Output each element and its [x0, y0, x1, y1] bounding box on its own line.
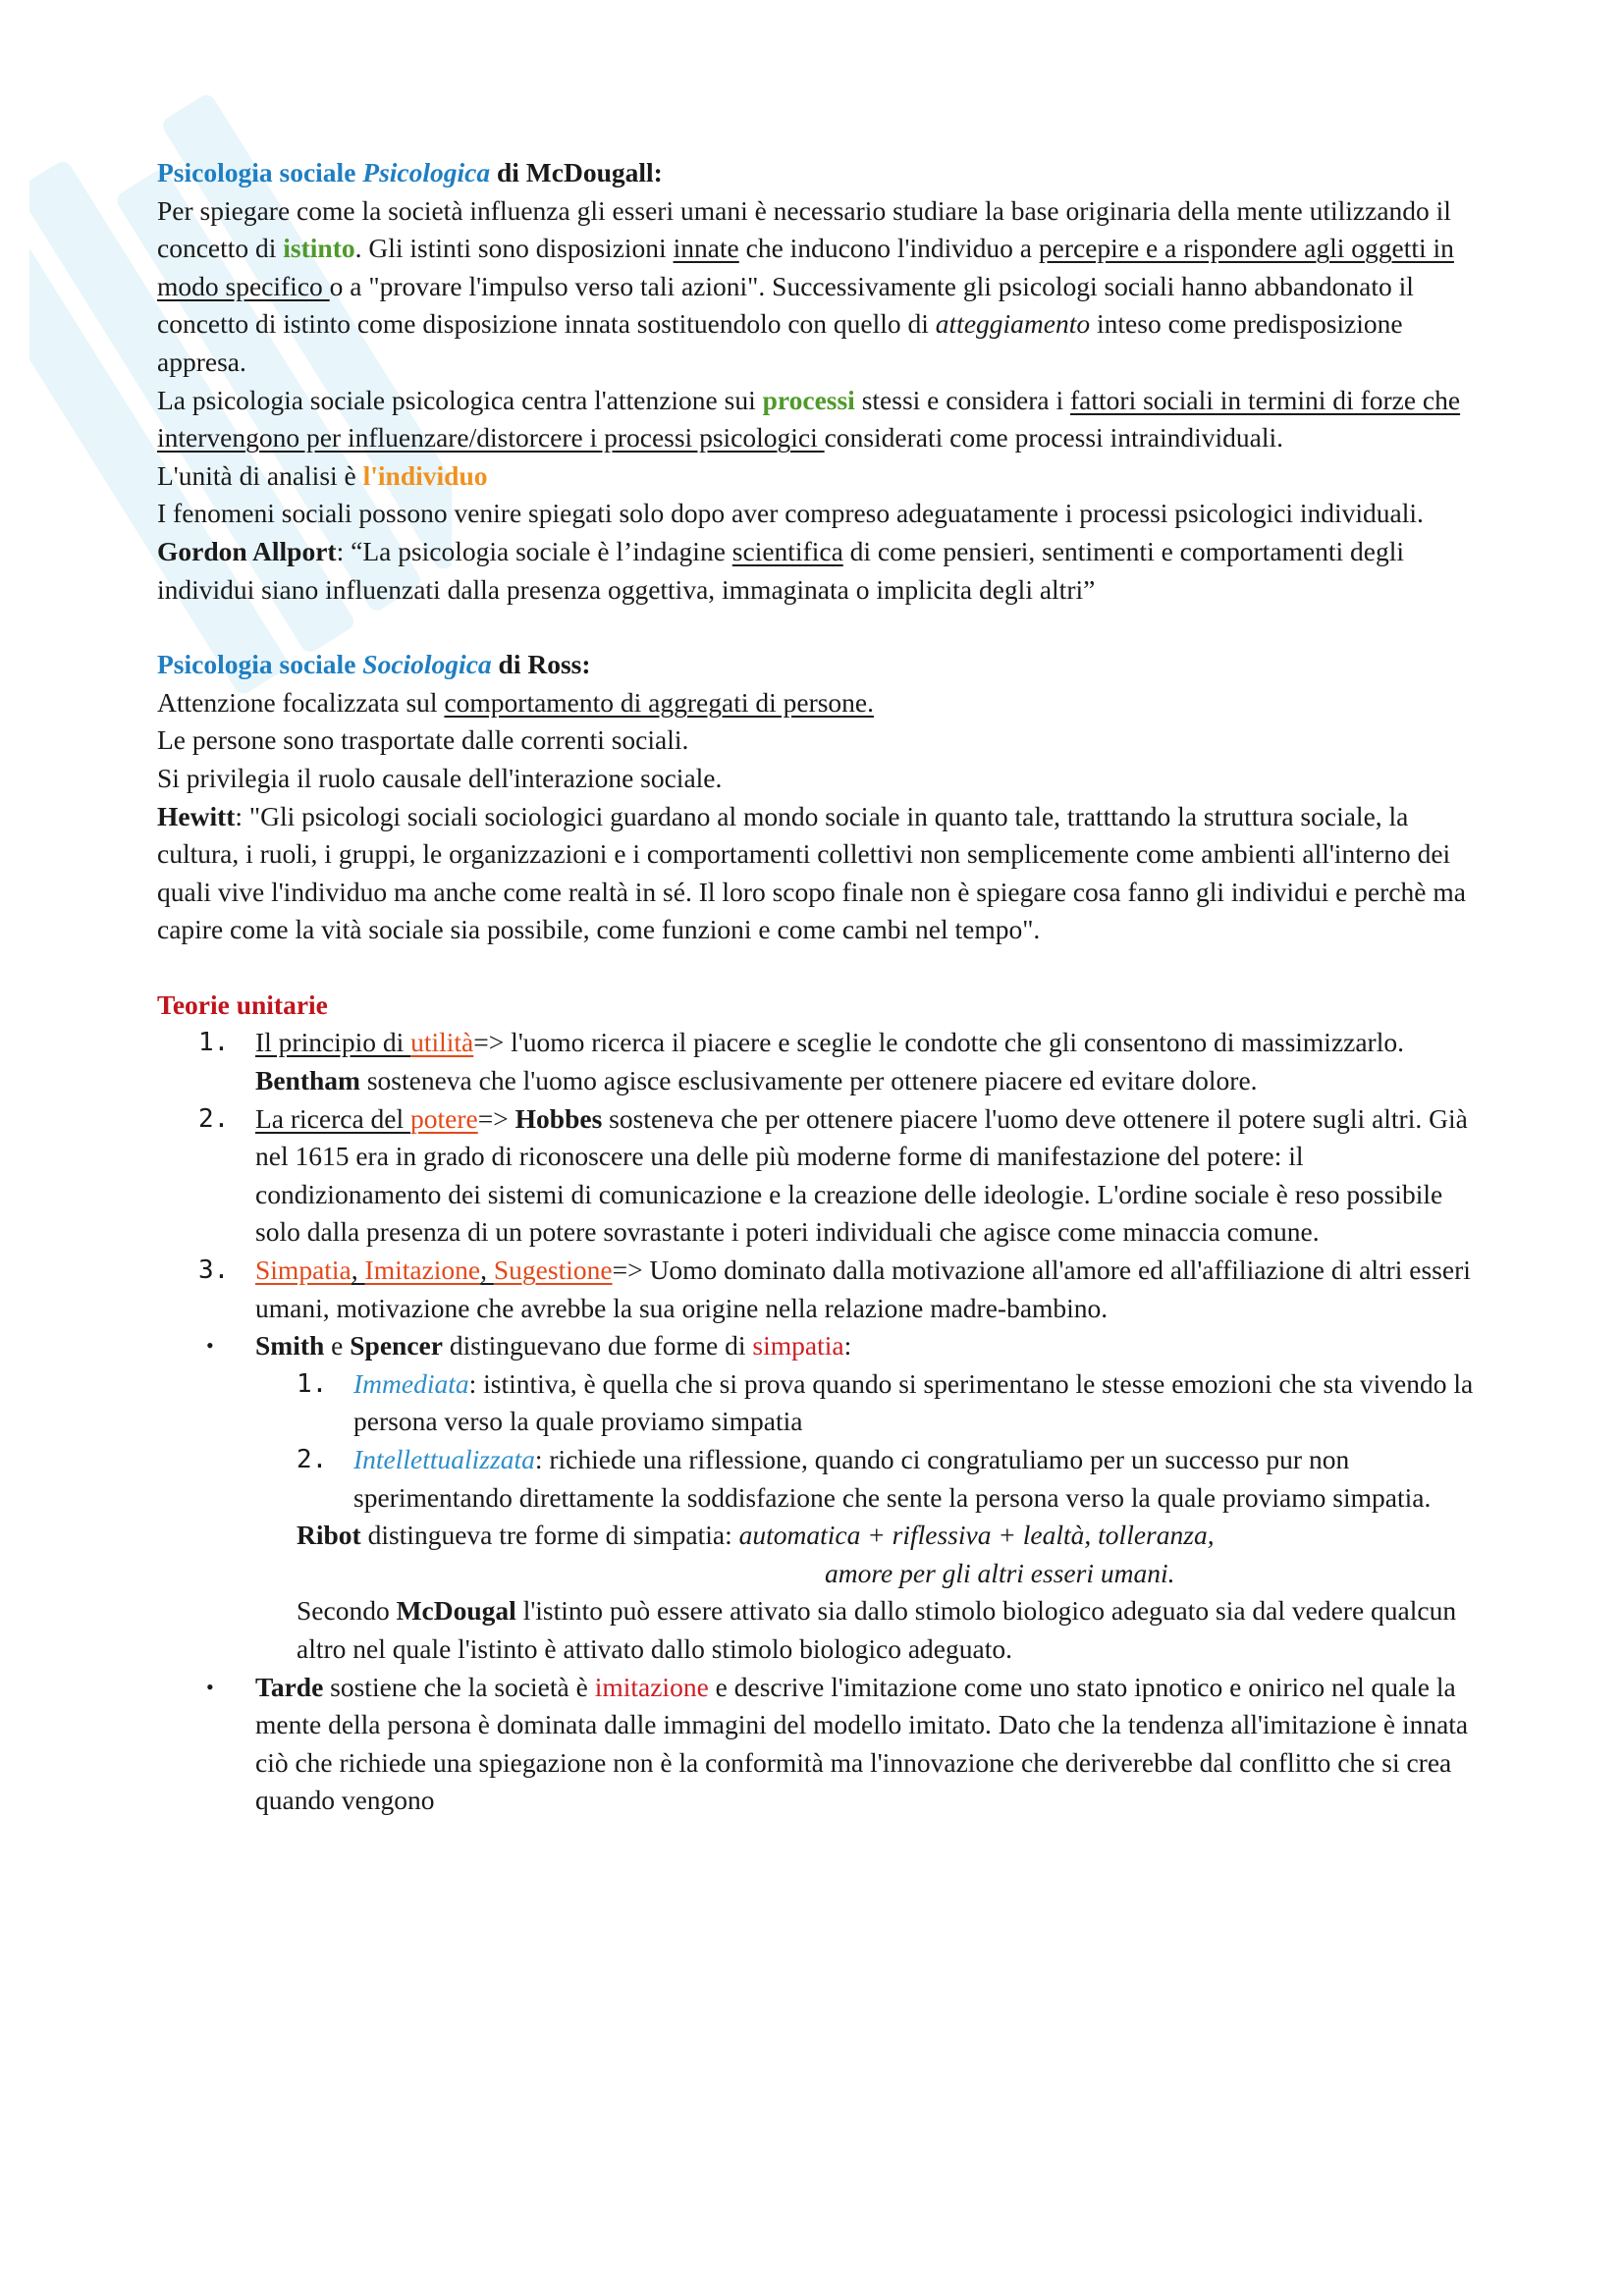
bullet-item-tarde: • Tarde sostiene che la società è imitazione e descrive l'imitazione come uno stato ipnotico e onirico nel quale la mente della persona è dominata dalle immagini del modello imitato. Dato che la tendenza all'imitazione è innata ciò che richiede una spiegazione non è la conformità ma l'innovazione che deriverebbe dal conflitto che si crea quando vengono: [206, 1671, 1469, 1816]
sub-item-intellettualizzata: 2. Intellettualizzata: richiede una riflessione, quando ci congratuliamo per un successo pur non sperimentando direttamente la soddisfazione che sente la persona verso la quale proviamo simpatia.: [297, 1444, 1432, 1513]
paragraph-mcdougal: Secondo McDougal l'istinto può essere attivato sia dallo stimolo biologico adeguato sia dal vedere qualcun altro nel quale l'istinto è attivato dallo stimolo biologico adeguato.: [297, 1595, 1457, 1664]
paragraph-hewitt: Hewitt: "Gli psicologi sociali sociologici guardano al mondo sociale in quanto tale, tratttando la struttura sociale, la cultura, i ruoli, i gruppi, le organizzazioni e i comportamenti collettivi non semplicemente come ambienti all'interno dei quali vive l'individuo ma anche come realtà in sé. Il loro scopo finale non è spiegare cosa fanno gli individui e perchè ma capire come la vità sociale sia possibile, come funzioni e come cambi nel tempo".: [157, 800, 1466, 945]
list-item-potere: 2. La ricerca del potere=> Hobbes sosteneva che per ottenere piacere l'uomo deve ottenere il potere sugli altri. Già nel 1615 era in grado di riconoscere una delle più moderne forme di manifestazione del potere: il condizionamento dei sistemi di comunicazione e la creazione delle ideologie. L'ordine sociale è reso possibile solo dalla presenza di un potere sovrastante i poteri individuali che agisce come minaccia comune.: [198, 1102, 1468, 1248]
paragraph-attenzione: Attenzione focalizzata sul comportamento di aggregati di persone.: [157, 686, 875, 718]
bullet-item-smith-spencer: • Smith e Spencer distinguevano due forme di simpatia: 1. Immediata: istintiva, è quella che si prova quando si sperimentano le stesse emozioni che sta vivendo la persona verso la quale proviamo simpatia 2. Intellettualizzata: richiede una riflessione, quando ci congratuliamo per un successo pur non sperimentando direttamente la soddisfazione che sente la persona verso la quale proviamo simpatia. Ribot distingueva tre forme di simpatia: automatica + riflessiva + lealtà, tolleranza, amore per gli altri esseri umani. Secondo McDougal l'istinto può essere attivato sia dallo stimolo biologico adeguato sia dal vedere qualcun altro nel quale l'istinto è attivato dallo stimolo biologico adeguato.: [157, 1327, 1492, 1668]
paragraph-correnti: Le persone sono trasportate dalle correnti sociali.: [157, 724, 689, 756]
paragraph-processi: La psicologia sociale psicologica centra l'attenzione sui processi stessi e considera i fattori sociali in termini di forze che intervengono per influenzare/distorcere i processi psicologici considerati come processi intraindividuali.: [157, 384, 1461, 454]
paragraph-unita-analisi: L'unità di analisi è l'individuo: [157, 459, 488, 491]
paragraph-ribot-continued: amore per gli altri esseri umani.: [825, 1557, 1175, 1588]
spacer: [157, 949, 1492, 987]
section-title-sociologica: Psicologia sociale Sociologica di Ross:: [157, 649, 591, 680]
paragraph-allport: Gordon Allport: “La psicologia sociale è l’indagine scientifica di come pensieri, sentimenti e comportamenti degli individui siano influenzati dalla presenza oggettiva, immaginata o implicita degli altri”: [157, 535, 1405, 605]
paragraph-fenomeni: I fenomeni sociali possono venire spiegati solo dopo aver compreso adeguatamente i processi psicologici individuali.: [157, 498, 1424, 529]
list-item-utilita: 1. Il principio di utilità=> l'uomo ricerca il piacere e sceglie le condotte che gli consentono di massimizzarlo. Bentham sosteneva che l'uomo agisce esclusivamente per ottenere piacere ed evitare dolore.: [198, 1027, 1404, 1096]
sub-item-immediata: 1. Immediata: istintiva, è quella che si prova quando si sperimentano le stesse emozioni che sta vivendo la persona verso la quale proviamo simpatia: [297, 1367, 1474, 1437]
section-title-psicologica: Psicologia sociale Psicologica di McDougall:: [157, 157, 663, 187]
paragraph-interazione: Si privilegia il ruolo causale dell'interazione sociale.: [157, 762, 723, 793]
section-title-teorie-unitarie: Teorie unitarie: [157, 988, 328, 1020]
paragraph-ribot: Ribot distingueva tre forme di simpatia: automatica + riflessiva + lealtà, tolleranza,: [297, 1520, 1215, 1551]
teorie-list: [157, 1024, 1492, 1819]
list-item-simpatia: 3. Simpatia, Imitazione, Sugestione=> Uomo dominato dalla motivazione all'amore ed all'affiliazione di altri esseri umani, motivazione che avrebbe la sua origine nella relazione madre-bambino.: [198, 1255, 1471, 1323]
document-body: [157, 154, 1492, 1820]
paragraph-istinto: Per spiegare come la società influenza gli esseri umani è necessario studiare la base originaria della mente utilizzando il concetto di istinto. Gli istinti sono disposizioni innate che inducono l'individuo a percepire e a rispondere agli oggetti in modo specifico o a "provare l'impulso verso tali azioni". Successivamente gli psicologi sociali hanno abbandonato il concetto di istinto come disposizione innata sostituendolo con quello di atteggiamento inteso come predisposizione appresa.: [157, 194, 1454, 377]
spacer: [157, 609, 1492, 646]
